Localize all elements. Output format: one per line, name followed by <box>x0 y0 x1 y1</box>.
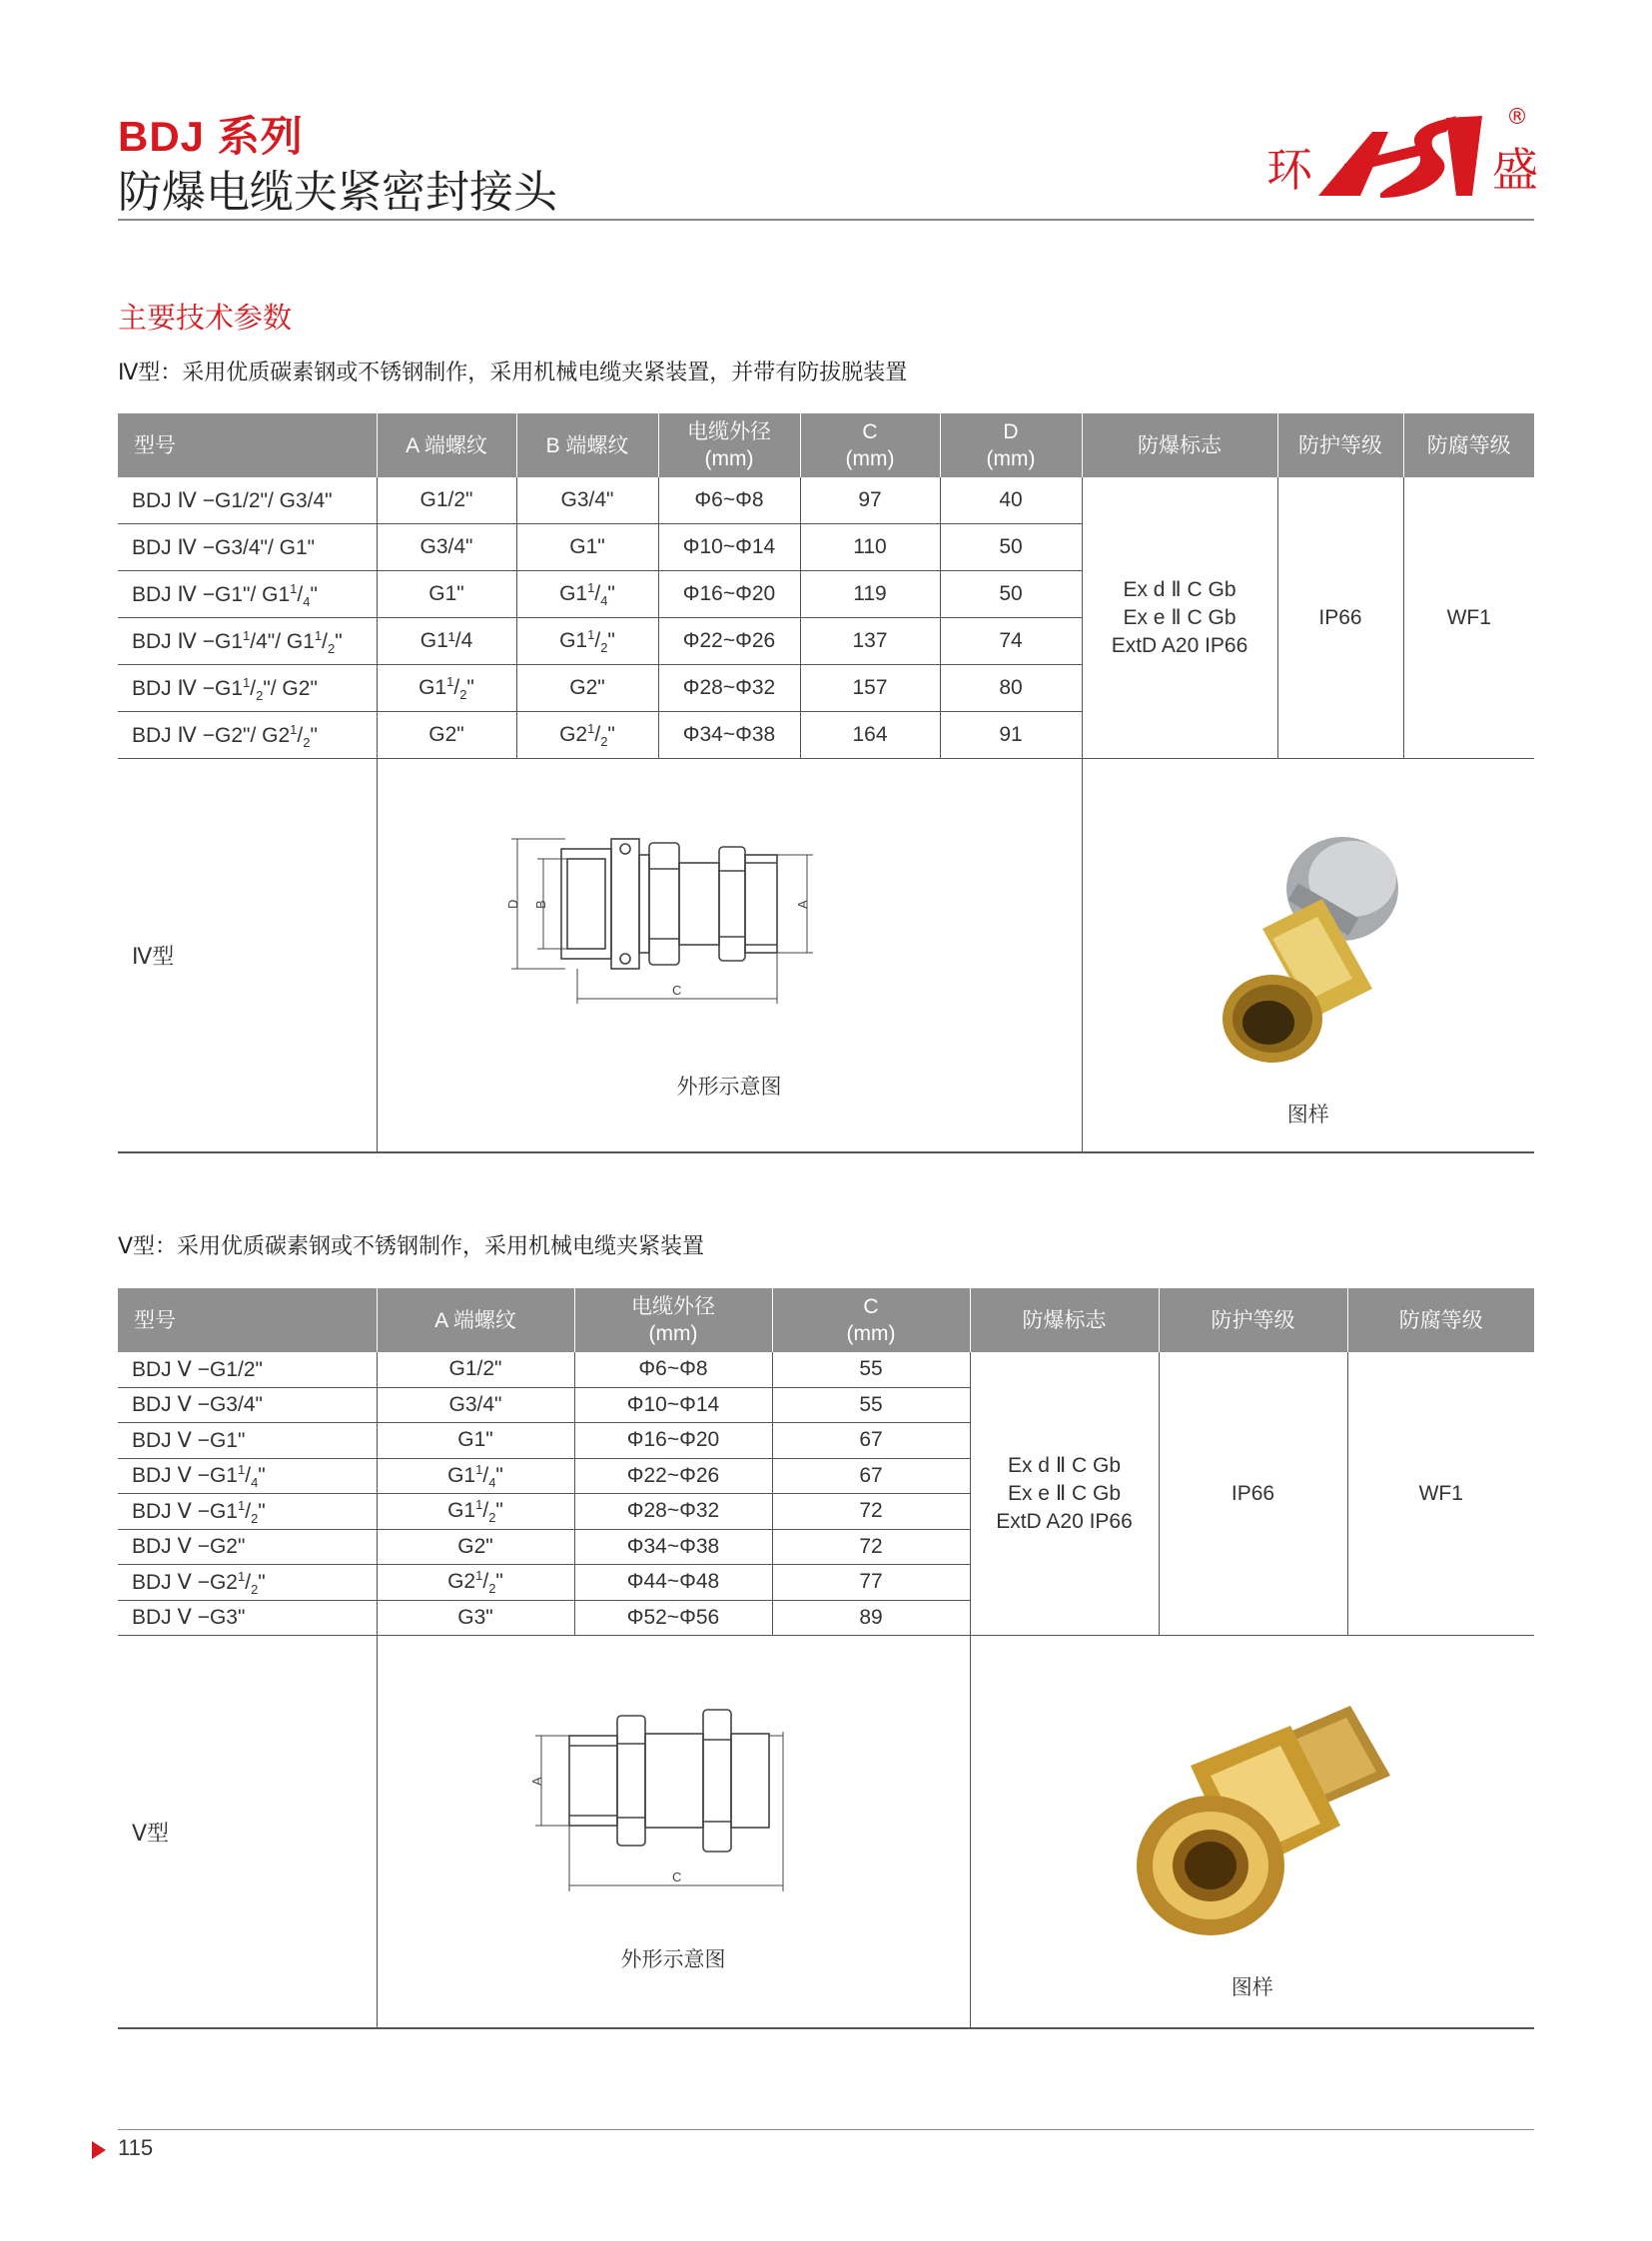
page-marker-triangle-icon <box>92 2141 106 2159</box>
figure-row-label: Ⅳ型 <box>118 759 377 1153</box>
page-title: 防爆电缆夹紧密封接头 <box>118 168 557 217</box>
dim-label-a: A <box>528 1777 544 1786</box>
series-title: BDJ 系列 <box>118 113 304 160</box>
table-row: BDJ Ⅴ −G1/2" G1/2" Φ6~Φ8 55 Ex d Ⅱ C Gb Ex e Ⅱ C Gb ExtD A20 IP66 IP66 WF1 <box>118 1352 1534 1387</box>
brand-logo <box>1260 98 1540 210</box>
table-row: BDJ Ⅴ $-G1^1/_2$" $G1^1/_2$" Φ28~Φ32 72 <box>118 1494 1534 1530</box>
registered-mark: ® <box>1506 105 1528 130</box>
type-v-description: Ⅴ型：采用优质碳素钢或不锈钢制作，采用机械电缆夹紧装置 <box>118 1233 705 1258</box>
ex-mark-cell: Ex d Ⅱ C Gb Ex e Ⅱ C Gb ExtD A20 IP66 <box>970 1352 1159 1636</box>
table-header-row <box>118 413 1534 477</box>
dim-label-a: A <box>794 900 810 909</box>
page-number: 115 <box>118 2135 154 2160</box>
col-c: C (mm) <box>800 413 940 477</box>
col-c: C (mm) <box>772 1288 970 1352</box>
ip-cell: IP66 <box>1159 1352 1347 1636</box>
footer-divider <box>118 2129 1534 2130</box>
col-ex-mark: 防爆标志 <box>970 1288 1159 1352</box>
col-cable-od: 电缆外径 (mm) <box>574 1288 772 1352</box>
table-row: BDJ Ⅴ −G3/4" G3/4" Φ10~Φ14 55 <box>118 1387 1534 1423</box>
product-photo-cell <box>970 1636 1534 2029</box>
product-photo-iv <box>1203 829 1432 1079</box>
type-iv-spec-table <box>118 413 1534 1153</box>
table-row: BDJ Ⅳ $-G1^1/_2"/$ G2" $G1^1/_2$" G2" Φ28~Φ32 157 80 <box>118 665 1534 712</box>
col-corrosion: 防腐等级 <box>1347 1288 1534 1352</box>
product-photo-cell <box>1082 759 1534 1153</box>
figure-row-label: Ⅴ型 <box>118 1636 377 2029</box>
section-title: 主要技术参数 <box>118 303 293 335</box>
table-row: BDJ Ⅴ −G1" G1" Φ16~Φ20 67 <box>118 1423 1534 1459</box>
outline-drawing-iv <box>504 819 917 1009</box>
photo-caption: 图样 <box>1231 1976 1273 1999</box>
corrosion-cell: WF1 <box>1347 1352 1534 1636</box>
col-b-thread: B 端螺纹 <box>516 413 658 477</box>
col-cable-od: 电缆外径 (mm) <box>658 413 800 477</box>
logo-mark-icon <box>1260 98 1540 210</box>
dim-label-c: C <box>671 1869 681 1884</box>
table-row: BDJ Ⅴ $-G2^1/_2$" $G2^1/_2$" Φ44~Φ48 77 <box>118 1565 1534 1601</box>
logo-left-char: 环 <box>1266 143 1312 197</box>
table-header-row <box>118 1288 1534 1352</box>
table-row: BDJ Ⅳ −G3/4"/ G1" G3/4" G1" Φ10~Φ14 110 50 <box>118 524 1534 571</box>
col-ex-mark: 防爆标志 <box>1082 413 1277 477</box>
type-v-spec-table <box>118 1288 1534 2029</box>
outline-drawing-v <box>527 1696 827 1895</box>
ex-mark-cell: Ex d Ⅱ C Gb Ex e Ⅱ C Gb ExtD A20 IP66 <box>1082 477 1277 759</box>
drawing-caption: 外形示意图 <box>620 1948 726 1971</box>
table-row: BDJ Ⅳ −G1/2"/ G3/4" G1/2" G3/4" Φ6~Φ8 97 40 Ex d Ⅱ C Gb Ex e Ⅱ C Gb ExtD A20 IP66 IP66 WF1 <box>118 477 1534 524</box>
col-corrosion: 防腐等级 <box>1403 413 1534 477</box>
col-ip: 防护等级 <box>1277 413 1403 477</box>
table-row: BDJ Ⅳ −G2"/ $G2^1/_2$" G2" $G2^1/_2$" Φ34~Φ38 164 91 <box>118 712 1534 759</box>
table-row: BDJ Ⅴ $-G1^1/_4$" $G1^1/_4$" Φ22~Φ26 67 <box>118 1458 1534 1494</box>
corrosion-cell: WF1 <box>1403 477 1534 759</box>
col-model: 型号 <box>118 413 377 477</box>
col-ip: 防护等级 <box>1159 1288 1347 1352</box>
outline-drawing-cell <box>377 759 1082 1153</box>
figure-row <box>118 759 1534 1153</box>
dim-label-b: B <box>532 900 548 909</box>
photo-caption: 图样 <box>1286 1104 1329 1126</box>
logo-right-char: 盛 <box>1492 143 1538 197</box>
table-row: BDJ Ⅳ −G1"/ $G1^1/_4$" G1" $G1^1/_4$" Φ16~Φ20 119 50 <box>118 571 1534 618</box>
col-d: D (mm) <box>940 413 1082 477</box>
drawing-caption: 外形示意图 <box>676 1076 782 1099</box>
ip-cell: IP66 <box>1277 477 1403 759</box>
figure-row <box>118 1636 1534 2029</box>
type-iv-description: Ⅳ型：采用优质碳素钢或不锈钢制作，采用机械电缆夹紧装置，并带有防拔脱装置 <box>118 360 908 384</box>
header-divider <box>118 219 1534 221</box>
col-model: 型号 <box>118 1288 377 1352</box>
col-a-thread: A 端螺纹 <box>377 413 516 477</box>
table-row: BDJ Ⅳ $-G1^1/4"/$ $G1^1/_2$" G1¹/4 $G1^1/_2$" Φ22~Φ26 137 74 <box>118 618 1534 665</box>
dim-label-c: C <box>671 983 681 998</box>
table-row: BDJ Ⅴ −G2" G2" Φ34~Φ38 72 <box>118 1529 1534 1565</box>
col-a-thread: A 端螺纹 <box>377 1288 574 1352</box>
product-photo-v <box>1131 1706 1390 1945</box>
outline-drawing-cell <box>377 1636 970 2029</box>
table-row: BDJ Ⅴ −G3" G3" Φ52~Φ56 89 <box>118 1600 1534 1636</box>
dim-label-d: D <box>504 899 520 909</box>
